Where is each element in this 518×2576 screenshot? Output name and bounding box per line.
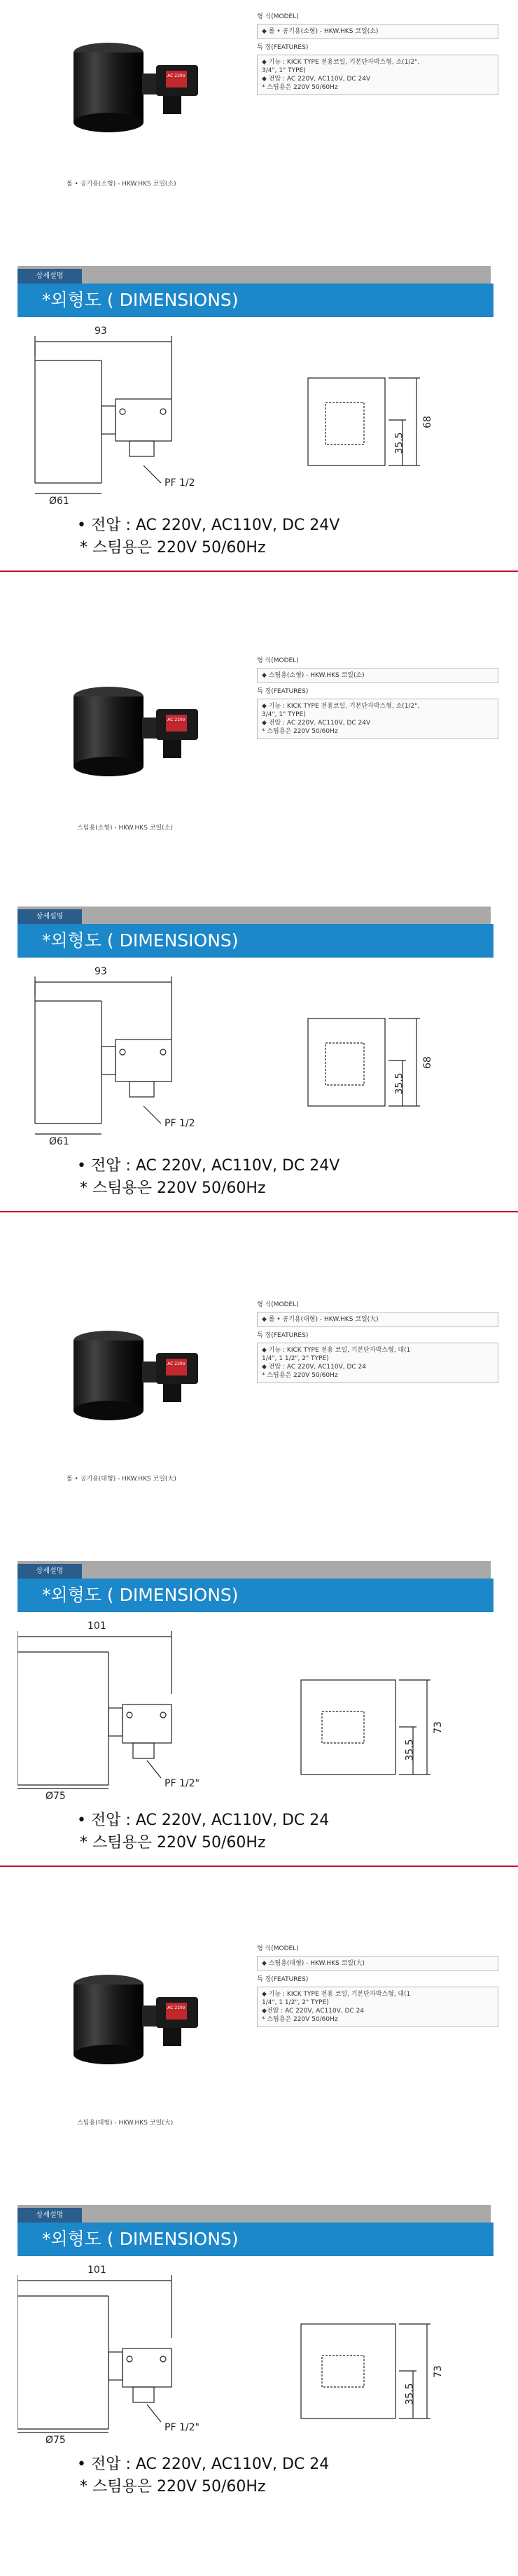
note-voltage: • 전압 : AC 220V, AC110V, DC 24V (77, 1157, 340, 1175)
pf-label: PF 1/2 (164, 1118, 195, 1129)
features-line: ◆ 전압 : AC 220V, AC110V, DC 24V (262, 76, 371, 83)
features-line: 3/4", 1" TYPE) (262, 711, 306, 718)
features-line: * 스팀용은 220V 50/60Hz (262, 2016, 338, 2023)
coil-voltage-label: AC 220V (167, 74, 186, 78)
features-box (257, 1987, 498, 2027)
coil-voltage-label: AC 220V (167, 2005, 186, 2010)
features-line: * 스팀용은 220V 50/60Hz (262, 1372, 338, 1379)
features-line: ◆ 전압 : AC 220V, AC110V, DC 24 (262, 1364, 366, 1371)
features-line: ◆ 기능 : KICK TYPE 전용코일, 기본단자박스형, 소(1/2", (262, 59, 420, 66)
model-value: ◆ 스팀용(소형) - HKW.HKS 코일(소) (257, 668, 498, 683)
section-divider (0, 1211, 518, 1212)
note-steam: * 스팀용은 220V 50/60Hz (80, 1834, 266, 1851)
product-section (0, 1288, 518, 1918)
features-line: * 스팀용은 220V 50/60Hz (262, 84, 338, 91)
features-box (257, 55, 498, 95)
height-dimension: 68 (421, 1056, 433, 1069)
features-heading: 특 징(FEATURES) (257, 44, 309, 51)
detail-tab[interactable]: 상세설명 (18, 1564, 82, 1579)
dimensions-header: *외형도 ( DIMENSIONS) (18, 1578, 493, 1612)
model-value: ◆ 롤 • 공기용(소형) - HKW.HKS 코일(소) (257, 24, 498, 39)
product-caption: 스팀용(대형) - HKW.HKS 코일(大) (77, 2120, 174, 2127)
note-steam: * 스팀용은 220V 50/60Hz (80, 1180, 266, 1197)
product-section (0, 1932, 518, 2562)
note-voltage: • 전압 : AC 220V, AC110V, DC 24 (77, 2456, 330, 2473)
dimension-drawing (18, 2268, 500, 2443)
model-heading: 형 식(MODEL) (257, 657, 299, 664)
diameter-dimension: Ø75 (46, 1791, 66, 1802)
features-box (257, 699, 498, 739)
note-steam: * 스팀용은 220V 50/60Hz (80, 2478, 266, 2496)
detail-bar (18, 266, 491, 284)
spec-panel (257, 657, 498, 743)
product-photo (66, 1320, 227, 1446)
features-line: ◆ 전압 : AC 220V, AC110V, DC 24V (262, 720, 371, 727)
detail-tab[interactable]: 상세설명 (18, 909, 82, 925)
coil-voltage-label: AC 220V (167, 1362, 186, 1366)
note-steam: * 스팀용은 220V 50/60Hz (80, 539, 266, 556)
features-line: * 스팀용은 220V 50/60Hz (262, 728, 338, 735)
features-line: ◆ 기능 : KICK TYPE 전용코일, 기본단자박스형, 소(1/2", (262, 703, 420, 710)
width-dimension: 93 (94, 966, 107, 977)
pf-label: PF 1/2" (164, 1778, 200, 1789)
features-line: ◆ 기능 : KICK TYPE 전용 코일, 기본단자박스형, 대(1 (262, 1991, 411, 1998)
dimension-drawing (18, 1624, 500, 1799)
features-line: ◆전압 : AC 220V, AC110V, DC 24 (262, 2008, 365, 2015)
product-caption: 롤 • 공기용(소형) - HKW.HKS 코일(소) (66, 181, 176, 188)
features-line: 3/4", 1" TYPE) (262, 67, 306, 74)
section-divider (0, 1865, 518, 1867)
pf-label: PF 1/2" (164, 2422, 200, 2433)
spec-panel (257, 1945, 498, 2031)
product-photo (66, 1963, 227, 2090)
height-dimension: 73 (432, 1721, 444, 1734)
features-heading: 특 징(FEATURES) (257, 1332, 309, 1339)
drawing-svg (18, 2268, 500, 2443)
features-line: 1/4", 1 1/2", 2" TYPE) (262, 1355, 329, 1362)
pf-label: PF 1/2 (164, 477, 195, 489)
diameter-dimension: Ø61 (49, 1136, 69, 1147)
height-dimension: 73 (432, 2365, 444, 2378)
width-dimension: 101 (88, 2264, 106, 2276)
dimensions-header: *외형도 ( DIMENSIONS) (18, 284, 493, 317)
width-dimension: 93 (94, 326, 107, 337)
features-line: ◆ 기능 : KICK TYPE 전용 코일, 기본단자박스형, 대(1 (262, 1347, 411, 1354)
inner-dimension: 35.5 (393, 1072, 405, 1095)
product-section (0, 644, 518, 1274)
model-heading: 형 식(MODEL) (257, 13, 299, 20)
model-heading: 형 식(MODEL) (257, 1301, 299, 1308)
detail-tab[interactable]: 상세설명 (18, 269, 82, 284)
model-heading: 형 식(MODEL) (257, 1945, 299, 1952)
detail-bar (18, 906, 491, 925)
product-caption: 스팀용(소형) - HKW.HKS 코일(소) (77, 825, 173, 832)
height-dimension: 68 (421, 416, 433, 428)
inner-dimension: 35.5 (404, 2383, 416, 2405)
diameter-dimension: Ø75 (46, 2435, 66, 2446)
model-value: ◆ 롤 • 공기용(대형) - HKW.HKS 코일(大) (257, 1312, 498, 1327)
product-photo (66, 31, 227, 158)
product-caption: 롤 • 공기용(대형) - HKW.HKS 코일(大) (66, 1476, 176, 1483)
inner-dimension: 35.5 (404, 1739, 416, 1761)
model-value: ◆ 스팀용(대형) - HKW.HKS 코일(大) (257, 1956, 498, 1971)
voltage-notes (77, 1809, 329, 1854)
product-photo (66, 676, 227, 802)
features-heading: 특 징(FEATURES) (257, 1976, 309, 1983)
drawing-svg (18, 1624, 500, 1799)
voltage-notes (77, 1155, 340, 1200)
dimensions-header: *외형도 ( DIMENSIONS) (18, 924, 493, 958)
voltage-notes (77, 514, 340, 559)
inner-dimension: 35.5 (393, 432, 405, 454)
width-dimension: 101 (88, 1620, 106, 1632)
features-box (257, 1343, 498, 1383)
features-line: 1/4", 1 1/2", 2" TYPE) (262, 1999, 329, 2006)
product-section (0, 0, 518, 630)
detail-bar (18, 1561, 491, 1579)
note-voltage: • 전압 : AC 220V, AC110V, DC 24 (77, 1812, 330, 1829)
features-heading: 특 징(FEATURES) (257, 688, 309, 695)
detail-bar (18, 2205, 491, 2223)
detail-tab[interactable]: 상세설명 (18, 2208, 82, 2223)
dimensions-header: *외형도 ( DIMENSIONS) (18, 2222, 493, 2256)
section-divider (0, 570, 518, 572)
spec-panel (257, 13, 498, 99)
note-voltage: • 전압 : AC 220V, AC110V, DC 24V (77, 517, 340, 534)
coil-voltage-label: AC 220V (167, 718, 186, 722)
diameter-dimension: Ø61 (49, 496, 69, 507)
voltage-notes (77, 2454, 329, 2498)
spec-panel (257, 1301, 498, 1387)
